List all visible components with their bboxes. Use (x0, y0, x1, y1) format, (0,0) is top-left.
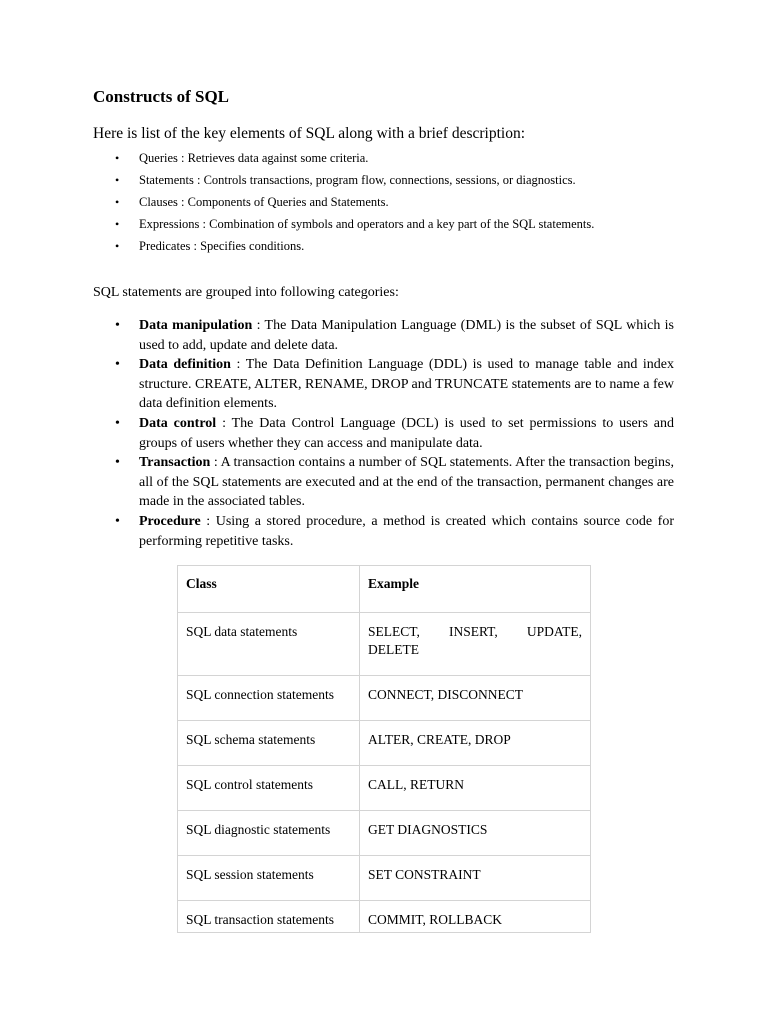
table-row (178, 613, 591, 676)
table-cell-class: SQL transaction statements (178, 901, 360, 933)
list-item-text: Queries : Retrieves data against some criteria. (139, 151, 369, 165)
table-header-row (178, 566, 591, 613)
category-term: Procedure (139, 513, 201, 529)
page-title: Constructs of SQL (93, 87, 230, 106)
bullet-icon: • (115, 217, 120, 231)
bullet-icon: • (115, 173, 120, 187)
table-row (178, 811, 591, 856)
bullet-icon: • (115, 239, 120, 253)
table-row (178, 856, 591, 901)
sql-elements-list (0, 150, 700, 260)
table-cell-class: SQL data statements (178, 613, 360, 676)
category-item (0, 453, 674, 512)
table-cell-example: CALL, RETURN (360, 766, 591, 811)
table-cell-class: SQL schema statements (178, 721, 360, 766)
table-cell-example: CONNECT, DISCONNECT (360, 676, 591, 721)
bullet-icon: • (115, 513, 120, 529)
bullet-icon: • (115, 195, 120, 209)
bullet-icon: • (115, 357, 120, 373)
table-header-cell: Class (178, 566, 360, 613)
table-cell-example: SELECT, INSERT, UPDATE, DELETE (360, 613, 591, 676)
bullet-icon: • (115, 455, 120, 471)
category-item (0, 316, 674, 355)
table-row (178, 766, 591, 811)
table-cell-example: GET DIAGNOSTICS (360, 811, 591, 856)
list-item (0, 150, 700, 172)
categories-intro-text: SQL statements are grouped into following categories: (93, 285, 399, 300)
category-term: Data definition (139, 357, 231, 373)
category-description: : A transaction contains a number of SQL statements. After the transaction begins, all of the SQL statements are executed and at the end of the transaction, permanent changes are made in the associated tables. (139, 455, 674, 510)
category-item (0, 414, 674, 453)
category-term: Transaction (139, 455, 211, 471)
bullet-icon: • (115, 151, 120, 165)
bullet-icon: • (115, 318, 120, 333)
table-cell-class: SQL session statements (178, 856, 360, 901)
table-cell-class: SQL connection statements (178, 676, 360, 721)
table-header-cell: Example (360, 566, 591, 613)
sql-statement-classes-table (177, 565, 591, 933)
category-item (0, 512, 674, 551)
list-item-text: Clauses : Components of Queries and Statements. (139, 195, 389, 209)
list-item-text: Statements : Controls transactions, program flow, connections, sessions, or diagnostics. (139, 173, 576, 187)
category-term: Data control (139, 415, 217, 431)
category-term: Data manipulation (139, 318, 253, 333)
category-description: : The Data Definition Language (DDL) is used to manage table and index structure. CREATE, ALTER, RENAME, DROP and TRUNCATE statements are to name a few data definition elements. (139, 357, 674, 412)
table-row (178, 901, 591, 933)
category-item (0, 355, 674, 414)
table-cell-example: SET CONSTRAINT (360, 856, 591, 901)
list-item (0, 238, 700, 260)
intro-text: Here is list of the key elements of SQL along with a brief description: (93, 125, 526, 142)
table-cell-example: ALTER, CREATE, DROP (360, 721, 591, 766)
list-item (0, 172, 700, 194)
table-row (178, 676, 591, 721)
table-cell-class: SQL diagnostic statements (178, 811, 360, 856)
list-item-text: Predicates : Specifies conditions. (139, 239, 305, 253)
list-item-text: Expressions : Combination of symbols and operators and a key part of the SQL statements. (139, 217, 595, 231)
table-cell-class: SQL control statements (178, 766, 360, 811)
category-description: : The Data Control Language (DCL) is used to set permissions to users and groups of users whether they can access and manipulate data. (139, 415, 674, 451)
table-cell-example: COMMIT, ROLLBACK (360, 901, 591, 933)
bullet-icon: • (115, 415, 120, 431)
list-item (0, 194, 700, 216)
category-description: : Using a stored procedure, a method is created which contains source code for performing repetitive tasks. (139, 513, 674, 549)
sql-categories-list (0, 316, 674, 551)
table-row (178, 721, 591, 766)
category-description: : The Data Manipulation Language (DML) is the subset of SQL which is used to add, update and delete data. (139, 318, 674, 353)
list-item (0, 216, 700, 238)
